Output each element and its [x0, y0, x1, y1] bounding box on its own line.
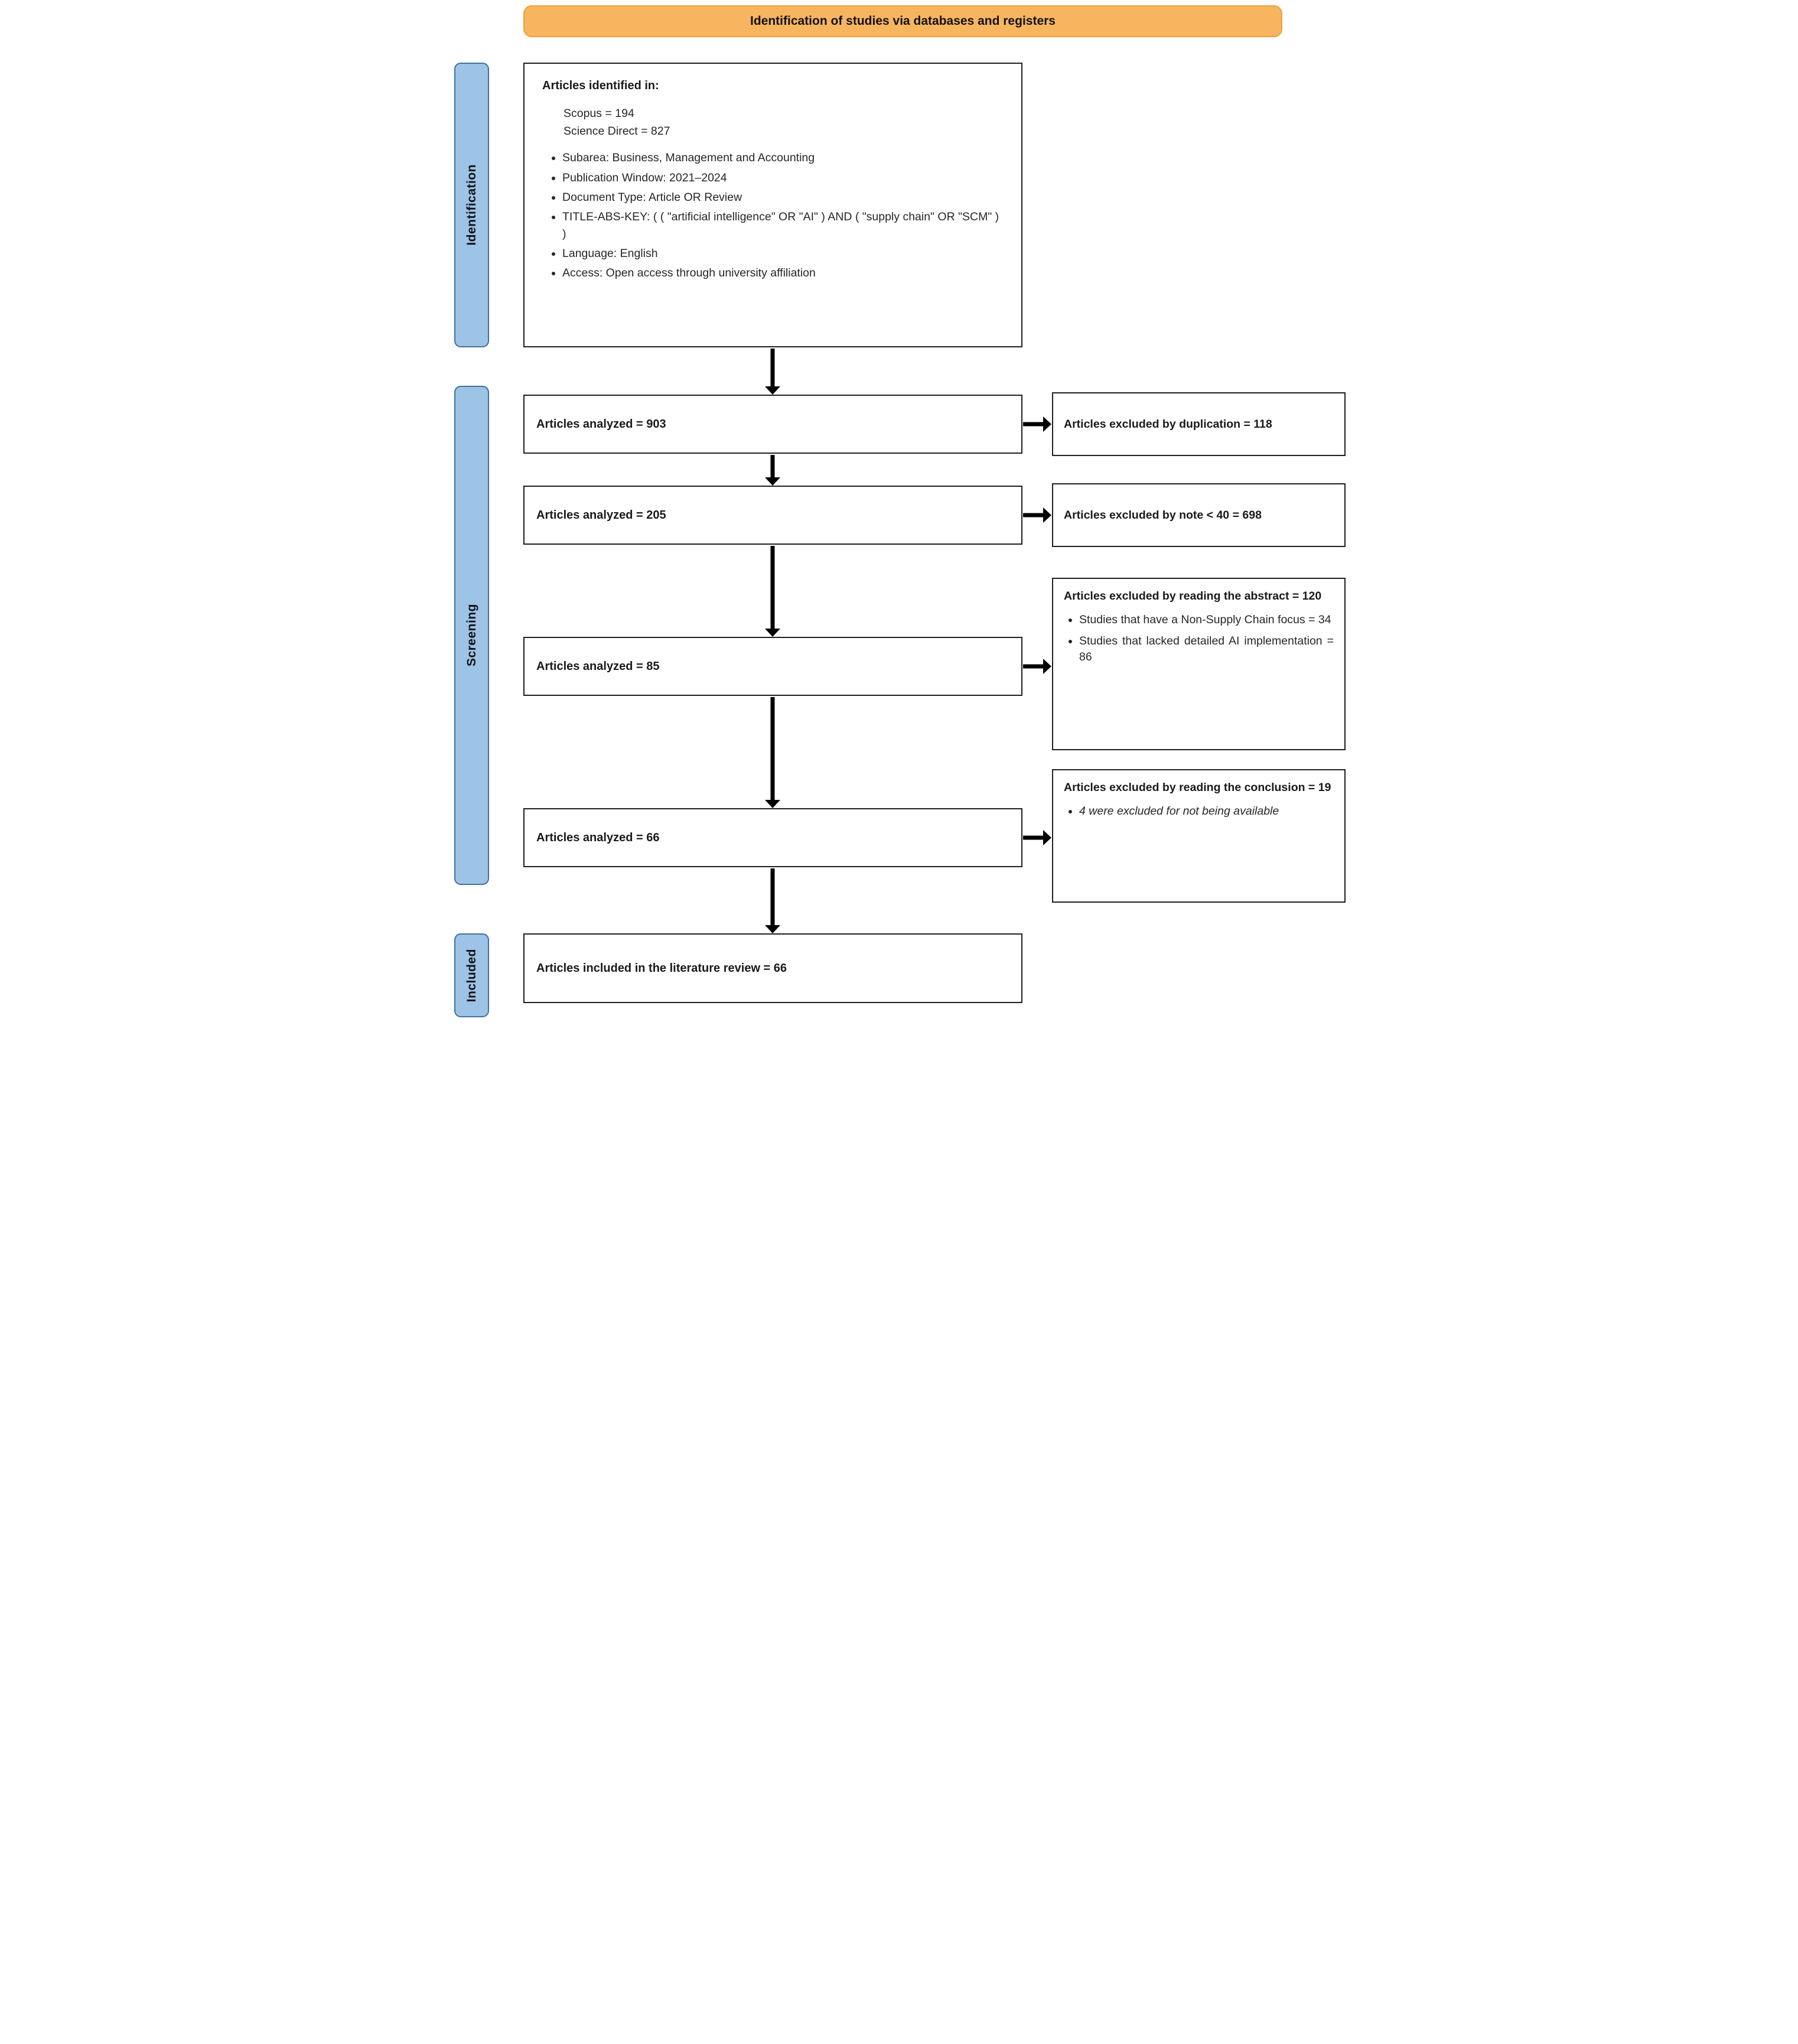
search-criteria-list — [548, 149, 1004, 281]
articles-analyzed-205-label: Articles analyzed = 205 — [536, 508, 666, 522]
flow-arrow-down-3 — [765, 546, 780, 637]
flow-arrow-down-5 — [765, 868, 780, 933]
stage-label-screening — [454, 386, 489, 885]
excluded-duplication-title: Articles excluded by duplication = 118 — [1064, 417, 1272, 431]
excluded-conclusion-reason-1: • 4 were excluded for not being available — [1079, 803, 1334, 819]
criterion-document-type: • Document Type: Article OR Review — [562, 189, 1004, 206]
articles-included-box — [523, 933, 1022, 1003]
flow-arrow-down-4 — [765, 697, 780, 808]
excluded-conclusion-title: Articles excluded by reading the conclusion = 19 — [1064, 781, 1331, 794]
flow-arrow-down-2 — [765, 455, 780, 486]
stage-label-included — [454, 933, 489, 1017]
articles-included-label: Articles included in the literature review = 66 — [536, 961, 787, 975]
criterion-language: • Language: English — [562, 245, 1004, 262]
excluded-note-box — [1052, 483, 1346, 547]
excluded-note-title: Articles excluded by note < 40 = 698 — [1064, 508, 1262, 522]
diagram-header — [523, 5, 1282, 37]
articles-analyzed-66-box — [523, 808, 1022, 867]
excluded-abstract-box — [1052, 578, 1346, 750]
exclusion-arrow-right-3 — [1023, 659, 1051, 674]
articles-analyzed-66-label: Articles analyzed = 66 — [536, 831, 660, 844]
prisma-flow-diagram — [450, 0, 1348, 1022]
articles-analyzed-85-label: Articles analyzed = 85 — [536, 659, 660, 673]
source-scopus: Scopus = 194 — [563, 107, 634, 120]
exclusion-arrow-right-2 — [1023, 507, 1051, 523]
excluded-duplication-box — [1052, 392, 1346, 456]
stage-label-identification-text: Identification — [464, 164, 478, 246]
criterion-subarea: • Subarea: Business, Management and Accounting — [562, 149, 1004, 166]
articles-identified-title: Articles identified in: — [542, 79, 659, 92]
criterion-title-abs-key: • TITLE-ABS-KEY: ( ( "artificial intelligence" OR "AI" ) AND ( "supply chain" OR "SCM" ) ) — [562, 209, 1004, 242]
excluded-abstract-reason-1: • Studies that have a Non-Supply Chain focus = 34 — [1079, 612, 1334, 628]
excluded-conclusion-reasons — [1064, 803, 1334, 819]
criterion-access: • Access: Open access through university affiliation — [562, 265, 1004, 281]
excluded-abstract-reasons — [1064, 612, 1334, 665]
articles-identified-box — [523, 63, 1022, 347]
stage-label-screening-text: Screening — [464, 604, 478, 667]
stage-label-identification — [454, 63, 489, 347]
stage-label-included-text: Included — [464, 948, 478, 1003]
source-science-direct: Science Direct = 827 — [563, 125, 670, 138]
diagram-title: Identification of studies via databases and registers — [750, 14, 1056, 28]
flow-arrow-down-1 — [765, 349, 780, 395]
articles-analyzed-85-box — [523, 637, 1022, 696]
articles-analyzed-205-box — [523, 486, 1022, 545]
excluded-abstract-reason-2: • Studies that lacked detailed AI implementation = 86 — [1079, 633, 1334, 666]
exclusion-arrow-right-1 — [1023, 416, 1051, 432]
articles-analyzed-903-box — [523, 395, 1022, 454]
criterion-publication-window: • Publication Window: 2021–2024 — [562, 170, 1004, 186]
exclusion-arrow-right-4 — [1023, 830, 1051, 845]
excluded-conclusion-box — [1052, 769, 1346, 903]
excluded-abstract-title: Articles excluded by reading the abstract = 120 — [1064, 590, 1322, 603]
source-counts — [563, 105, 1004, 140]
articles-analyzed-903-label: Articles analyzed = 903 — [536, 417, 666, 431]
